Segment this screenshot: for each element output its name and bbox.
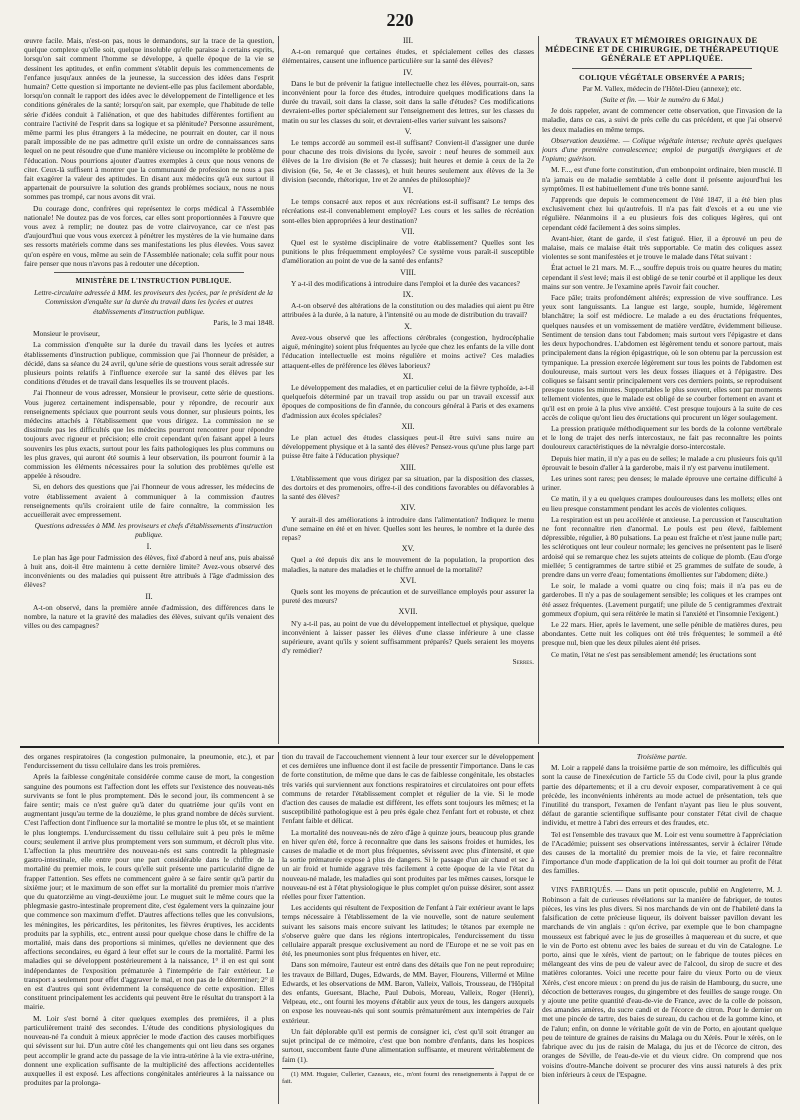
question-number: I. [146, 541, 152, 551]
section-title: TRAVAUX ET MÉMOIRES ORIGINAUX DE MÉDECINE ET DE CHIRURGIE, DE THÉRAPEUTIQUE GÉNÉRALE ET APPLIQUÉE. [545, 36, 779, 64]
body-paragraph: M. F..., est d'une forte constitution, d'un embonpoint ordinaire, bien musclé. Il n'a jamais eu de maladie semblable à celle dont il présente aujourd'hui les symptômes. Il est habituellement d'une très bonne santé. [542, 165, 782, 193]
divider [572, 68, 752, 69]
question-text: Quel est le système disciplinaire de votre établissement? Quelles sont les punitions le plus fréquemment employées? Ce système vous paraît-il susceptible d'amélioration au point de vue de la santé des enfants? [282, 238, 534, 266]
page-number: 220 [386, 10, 414, 30]
circular-heading: Lettre-circulaire adressée à MM. les proviseurs des lycées, par le président de la Commission d'enquête sur la durée du travail dans les lycées et autres établissements d'instruction publique. [34, 288, 273, 316]
question-text: Quel a été depuis dix ans le mouvement de la population, la proportion des maladies, la nature des maladies et le chiffre annuel de la mortalité? [282, 555, 534, 574]
question-text: A-t-on remarqué que certaines études, et spécialement celles des classes élémentaires, causent une influence particulière sur la santé des élèves? [282, 47, 534, 66]
divider [54, 272, 244, 273]
body-paragraph: Tel est l'ensemble des travaux que M. Loir est venu soumettre à l'appréciation de l'Académie; puissent ses observations intéressantes, servir à éclairer l'étude des causes de la mortalité du premier mois de la vie, et faire reconnaître l'importance d'un mode d'application de la loi qui doit tourner au profit de l'état des familles. [542, 829, 782, 876]
body-paragraph: Du courage donc, confrères qui représentez le corps médical à l'Assemblée nationale! Ne doutez pas de vos forces, car elles sont proportionnées à l'œuvre que vous avez à remplir; ne doutez pas de votre clairvoyance, car ce n'est pas d'aujourd'hui que vous vous exercez à pénétrer les mystères de la vie humaine dans ses ressorts matériels comme dans ses manifestations les plus élevées. Vous savez qu'on espère en vous, même au sein de l'Assemblée nationale; cela suffit pour nous faire penser que nous n'avons pas à redouter une déception. [24, 203, 274, 268]
body-paragraph: Les accidents qui résultent de l'exposition de l'enfant à l'air extérieur avant le laps temps nécessaire à l'établissement de la vie nouvelle, sont de nature seulement suivant les saisons mais encore suivant les latitudes; le tétanos par exemple ne s'observe guère que dans les régions intertropicales, l'endurcissement du tissu cellulaire apparaît presque exclusivement au nord de l'Europe et ne se voit pas en été, les pneumonies sont plus fréquentes en hiver, etc. [282, 903, 534, 959]
body-paragraph: Depuis hier matin, il n'y a pas eu de selles; le malade a cru plusieurs fois qu'il éprouvait le besoin d'aller à la garderobe, mais il n'y est parvenu inutilement. [542, 453, 782, 472]
question-text: Y a-t-il des modifications à introduire dans l'emploi et la durée des vacances? [291, 278, 520, 288]
letter-date: Paris, le 3 mai 1848. [213, 317, 274, 327]
question-number: XV. [401, 544, 415, 554]
body-paragraph: M. Loir a rappelé dans la troisième partie de son mémoire, les difficultés qui sont la cause de l'inexécution de l'article 55 du Code civil, pour la plus grande partie des départements; et il a cru devoir exposer, comparativement à ce qui précède, les inconvénients inhérents au mode actuel de présentation, tels que l'inutilité du transport, l'examen de l'enfant n'ayant pas lieu le plus souvent, défaut de garantie scientifique suffisante pour constater l'état civil de chaque individu, et mettre à l'abri des erreurs et des fraudes, etc. [542, 763, 782, 828]
ministry-heading: MINISTÈRE DE L'INSTRUCTION PUBLIQUE. [75, 278, 232, 286]
body-paragraph: Le 22 mars. Hier, après le lavement, une selle pénible de matières dures, peu abondantes. Cette nuit les coliques ont été très fréquentes; le sommeil a été presque nul, bien que les deux pilules aient été prises. [542, 619, 782, 648]
column-6 [542, 752, 782, 1104]
body-paragraph: Dans son mémoire, l'auteur est entré dans des détails que l'on ne peut reproduire; les travaux de Billard, Duges, Edwards, de MM. Bayer, Flourens, Villermé et Milne Edwards, et les observations de MM. Baron, Valleix, Vallois, Trousseau, de l'Hôpital des enfants, Guersant, Blache, Paul Dubois, Moreau, Valleix, Roger (Henri), Velpeau, etc., ont fourni les moyens d'établir aux yeux de tous, les dangers auxquels on expose les nouveau-nés qui sont soumis prématurément aux intempéries de l'air extérieur. [282, 960, 534, 1025]
question-text: Dans le but de prévenir la fatigue intellectuelle chez les élèves, pourrait-on, sans inconvénient pour la force des études, introduire quelques modifications dans la durée du travail, soit dans la classe, soit dans la salle d'études? Ces modifications devraient-elles porter spécialement sur l'enseignement des lettres, sur les classes du matin ou sur les classes du soir, et devraient-elles varier suivant les saisons? [282, 78, 534, 125]
question-number: II. [145, 591, 153, 601]
body-paragraph: J'apprends que depuis le commencement de l'été 1847, il a été bien plus exclusivement chez lui qu'autrefois. Il n'a pas fait d'excès et a eu une vie régulière. Néanmoins il a eu plusieurs fois des coliques légères, qui ont cependant cédé facilement à des soins simples. [542, 195, 782, 232]
article-author: Par M. Vallex, médecin de l'Hôtel-Dieu (annexe); etc. [582, 83, 742, 93]
question-text: Le développement des maladies, et en particulier celui de la fièvre typhoïde, a-t-il quelquefois déterminé par un travail trop assidu ou par un travail excessif aux époques de compositions de fin d'année, du concours général à Paris et des examens d'admission aux écoles spéciales? [282, 382, 534, 420]
column-rule [278, 752, 279, 1104]
question-number: X. [404, 321, 412, 331]
body-paragraph: Ce matin, il y a eu quelques crampes douloureuses dans les mollets; elles ont eu lieu presque constamment pendant les accès de violentes coliques. [542, 494, 782, 513]
body-paragraph: Les urines sont rares; peu denses; le malade éprouve une certaine difficulté à uriner. [542, 473, 782, 493]
question-number: XVI. [399, 575, 417, 585]
letter-paragraph: La commission d'enquête sur la durée du travail dans les lycées et autres établissements d'instruction publique, commission que j'ai l'honneur de présider, a décidé, dans sa séance du 24 avril, qu'une série de questions vous serait adressée sur plusieurs points relatifs à l'influence exercée sur la santé des élèves par les conditions d'études et de travail dans lesquelles ils se trouvent placés. [24, 340, 274, 387]
body-paragraph: Ce matin, l'état ne s'est pas sensiblement amendé; les éructations sont [551, 649, 757, 659]
question-text: L'établissement que vous dirigez par sa situation, par la disposition des classes, des dortoirs et des promenoirs, offre-t-il des conditions favorables ou défavorables à la santé des élèves? [282, 473, 534, 502]
body-paragraph: Face pâle; traits profondément altérés; expression de vive souffrance. Les yeux sont languissants. La langue est large, souple, humide, légèrement blanchâtre; la soif est médiocre. Le malade a eu des éructations fréquentes, quelques nausées et un vomissement de matière verdâtre, évidemment bilieuse. Sentiment de tension dans tout l'abdomen; mais surtout vers l'épigastre et dans les deux hypochondres. L'abdomen est légèrement tendu et sonore partout, mais principalement dans la région épigastrique, où le son obtenu par la percussion est tympanique. La pression exercée légèrement sur tous les points de l'abdomen est douloureuse, mais surtout vers les deux fosses iliaques et à l'épigastre. Des coliques se faisant sentir principalement vers ces derniers points, se reproduisent presque toutes les minutes. Supportables le plus souvent, elles sont par moments tellement violentes, que le malade est obligé de se courber fortement en avant et qu'il est en proie à la plus vive anxiété. C'est presque toujours à la suite de ces accès de colique qu'ont lieu des éructations qui procurent un léger soulagement. [542, 293, 782, 422]
body-paragraph: Un fait déplorable qu'il est permis de consigner ici, c'est qu'il soit étranger au sujet principal de ce mémoire, c'est que bon nombre d'enfants, dans les hospices surtout, succombent faute d'une alimentation suffisante, et meurent véritablement de faim (1). [282, 1026, 534, 1064]
body-paragraph: La pression pratiquée méthodiquement sur les bords de la colonne vertébrale et le long de trajet des nerfs intercostaux, ne fait pas reconnaître les points douloureux caractéristiques de la névralgie dorso-intercostale. [542, 423, 782, 452]
question-text: Le temps accordé au sommeil est-il suffisant? Convient-il d'assigner une durée pour chacune des trois divisions du lycée, savoir : neuf heures de sommeil aux élèves de la 1re division (8e et 7e classes); huit heures et demie à ceux de la 2e division (6e, 5e, 4e et 3e classes), et huit heures seulement aux élèves de la 3e division (seconde, rhétorique, 1re et 2e années de philosophie)? [282, 138, 534, 184]
body-paragraph: tion du travail de l'accouchement viennent à leur tour exercer sur le développement et ces dernières une influence dont il est facile de pressentir l'importance. Dans le cas de forte constitution, de même que dans le cas de faiblesse congénitale, les obstacles très variés qui surviennent aux fonctions respiratoires et circulatoires ont pour effets communs de retarder l'établissement complet et régulier de la vie. Si le mode d'action des causes de maladie est différent, les effets sont toujours les mêmes; et la susceptibilité pathologique est à peu près égale chez l'enfant fort et robuste, et chez l'enfant faible et délicat. [282, 752, 534, 826]
footnote: (1) MM. Huguier, Cullerier, Cazeaux, etc., m'ont fourni des renseignements à l'appui de ce fait. [282, 1070, 534, 1086]
question-number: IX. [402, 290, 414, 300]
wines-heading: VINS FABRIQUÉS. [551, 886, 613, 894]
question-list [282, 36, 534, 655]
question-text: Le temps consacré aux repos et aux récréations est-il suffisant? Le temps des récréations est-il convenablement employé? Les cours et les salles de récréation sont-elles bien appropriées à leur destination? [282, 197, 534, 225]
column-4 [24, 752, 274, 1104]
question-number: XIII. [400, 462, 416, 472]
question-text: Le plan actuel des études classiques peut-il être suivi sans nuire au développement physique et à la santé des élèves? Pensez-vous qu'une plus large part puisse être faite à l'éducation physique? [282, 432, 534, 461]
continuation-heading: Troisième partie. [636, 752, 688, 761]
body-paragraph: œuvre facile. Mais, n'est-on pas, nous le demandons, sur la trace de la question, quelque complexe qu'elle soit, quelque insoluble qu'elle paraisse à certains esprits, lorsqu'on sait comment l'homme se développe, à quelle époque de la vie se dessinent les aptitudes, et enfin comment s'établit depuis les commencements de l'enfance jusqu'aux années de la jeunesse, la succession des idées dans l'esprit humain? Cette question si importante ne devient-elle pas plus facilement abordable, lorsqu'on connaît le rapport des idées avec le développement de l'intelligence et les conditions générales de la santé; lorsqu'on sait, par exemple, que l'habitude de telle série d'idées conduit à l'aliénation, et que des habitudes différentes fortifient au contraire l'activité de l'esprit dans sa logique et sa plénitude? Personne assurément, même parmi les plus étrangers à la médecine, ne pourrait en douter, car il nous paraît impossible de ne pas admettre qu'il existe un ordre de connaissances sans lequel on ne peut résoudre que d'une manière vicieuse ou incomplète le problème de l'éducation. Nous pourrions ajouter d'autres exemples à ceux que nous venons de citer. Ceux-là suffisent à montrer que la communauté de profession ne nous a pas fait exagérer la valeur des aptitudes. En disant aux médecins qu'à eux surtout il appartenait de poursuivre la solution des grands problèmes sociaux, nous ne nous sommes pas trompé, car nous avons dit vrai. [24, 36, 274, 202]
question-text: Avez-vous observé que les affections cérébrales (congestion, hydrocéphalie aiguë, méningite) soient plus fréquentes au lycée que chez les enfants de la ville dont l'éducation intellectuelle est moins régulière et moins active? Ces maladies attaquent-elles de préférence les élèves laborieux? [282, 332, 534, 370]
article-title: COLIQUE VÉGÉTALE OBSERVÉE A PARIS; [579, 72, 745, 82]
question-number: VI. [402, 186, 414, 196]
question-text: Le plan has âge pour l'admission des élèves, fixé d'abord à neuf ans, puis abaissé à huit ans, doit-il être maintenu à cette dernière limite? Avez-vous observé des inconvénients ou des maladies qui puissent être attribués à l'âge d'admission des élèves? [24, 552, 274, 590]
question-number: XI. [402, 371, 414, 381]
questions-heading: Questions adressées à MM. les proviseurs et chefs d'établissements d'instruction publique. [34, 521, 273, 540]
body-paragraph: La respiration est un peu accélérée et anxieuse. La percussion et l'auscultation ne font reconnaître rien d'anormal. Le pouls est peu élevé, faiblement dépressible, régulier, à 80 pulsations. La peau est fraîche et n'est jaune nulle part; les sclérotiques ont leur couleur normale; les gencives ne présentent pas le liseré ardoisé qui se remarque chez les sujets atteints de colique de plomb. (Eau d'orge miellée; 5 centigrammes de tartre stibié et 25 grammes de sulfate de soude, à prendre dans un verre d'eau; fomentations émollientes sur l'abdomen; diète.) [542, 514, 782, 579]
section-divider [20, 746, 784, 748]
question-number: VII. [401, 226, 415, 236]
column-rule [538, 36, 539, 744]
signature: Serres. [512, 657, 534, 667]
column-3 [542, 36, 782, 744]
question-number: IV. [403, 67, 413, 77]
letter-salutation: Monsieur le proviseur, [33, 329, 100, 339]
question-number: V. [404, 126, 412, 136]
wines-text: — Dans un petit opuscule, publié en Angleterre, M. J. Robinson a fait de curieuses révélations sur la manière de fabriquer, de toutes pièces, les vins les plus divers. Si nos marchands de vin ont de l'habileté dans la falsification de cette précieuse liqueur, ils doivent baisser pavillon devant les marchands de vin anglais : qu'on écrive, par exemple que le bon champagne mousseux est fabriqué avec le jus de groseilles à maquereau et du sucre, et que le vin de Porto est obtenu avec les baies de sureau et du vin de Catalogne. Le porto, ainsi que le xérès, vient de partout; on le fabrique de toutes pièces en mélangeant des vins de peu de valeur avec de l'alcool, du sirop de sucre et des matières colorantes. Voici une recette pour faire du vieux Porto ou de vieux Xérès, c'est encore mieux : on prend du jus de raisin de Hambourg, du sucre, une décoction de betteraves rouges, du gingembre et des feuilles de sauge rouge. On y ajoute une petite quantité d'eau-de-vie de France, avec de la colle de poisson, des amandes amères, du sucre candi et de l'écorce de citron. Pour le dernier on met une pincée de tartre, des baies de sureau, du cachou et de la gomme kino, et de l'alun; enfin, on donne le véritable goût de vin de Porto, en ajoutant quelque peu de teinture de graines de raisins du Malaga ou du Xérès. Pour le xérès, on le fabrique avec du jus de raisin de Malaga, du jus et de l'écorce de citron, des oranges de Séville, de l'eau-de-vie et du vieux cidre. On comprend que nos voisins d'outre-Manche doivent se procurer des vins aussi naturels à des prix bien inférieurs à ceux de l'Espagne. [542, 884, 782, 1079]
question-text: A-t-on observé, dans la première année d'admission, des différences dans le nombre, la nature et la gravité des maladies des élèves, suivant qu'ils venaient des villes ou des campagnes? [24, 602, 274, 631]
article-body [542, 106, 782, 659]
body-paragraph: Après la faiblesse congénitale considérée comme cause de mort, la congestion sanguine des poumons est l'affection dont les effets sur l'existence des nouveau-nés survivants se font le plus promptement. Dès le second jour, ils commencent à se faire sentir; mais ce n'est guère qu'à dater du quatrième jour qu'ils vont en augmentant jusqu'au terme de la douzième, le plus grand nombre de décès survient. C'est l'affection dont l'influence sur la mortalité se montre le plus tôt, et se maintient le plus longtemps. L'endurcissement du tissu cellulaire suit à peu près le même cours; seulement il arrive plus promptement vers son summum, et décroît plus vite. L'affection la plus meurtrière des nouveau-nés est sans contredit la phlegmasie gastro-intestinale, elle entre pour une part considérable dans le chiffre de la mortalité du premier mois, le cours qu'elle suit présente une particularité digne de frapper l'attention. Ses effets ne commencent guère à se faire sentir qu'à partir du sixième jour; et le maximum de son effet sur la mortalité du premier mois n'arrive que du quatorzième au vingt-deuxième jour. Le muguet suit le même cours que la phlegmasie gastro-intestinale proprement dite, c'est également vers la quinzaine jour que commence son maximum d'effet. D'autres affections telles que les convulsions, les méningites, les péricardites, les péritonites, les fièvres éruptives, les accidents produits par la syphilis, etc., entrent aussi pour quelque chose dans le chiffre de la mortalité, mais dans des proportions si minimes, qu'elles ne deviennent que des affections secondaires, eu égard à leur effet sur le cours de la mortalité. Parmi les maladies qui se développent postérieurement à la naissance, 1° il en est qui sont indépendantes de l'exposition prématurée à l'intempérie de l'air extérieur. Le transport a seulement pour effet d'aggraver le mal, et non pas de le déterminer; 2° il en est d'autres qui sont évidemment la conséquence de cette exposition. Elles constituent principalement les accidents qui peuvent être le résultat du transport à la mairie. [24, 772, 274, 1012]
question-text: Y aurait-il des améliorations à introduire dans l'alimentation? Indiquez le menu d'une semaine en été et en hiver. Quelles sont les heures, le nombre et la durée des repas? [282, 514, 534, 542]
column-2 [282, 36, 534, 744]
question-text: A-t-on observé des altérations de la constitution ou des maladies qui aient pu être attribuées à la durée, à la nature, à l'intensité ou au mode de distribution du travail? [282, 301, 534, 320]
body-paragraph: Avant-hier, étant de garde, il s'est fatigué. Hier, il a éprouvé un peu de malaise, mais ce malaise était très supportable. Ce matin des coliques assez violentes se sont manifestées et je trouve le malade dans l'état suivant : [542, 233, 782, 262]
question-number: VIII. [400, 267, 416, 277]
body-paragraph: Le soir, le malade a vomi quatre ou cinq fois; mais il n'a pas eu de garderobes. Il n'y a pas de soulagement sensible; les coliques et les crampes ont été assez fréquentes. (Lavement purgatif; une pilule de 5 centigrammes d'extrait gommeux d'opium, qui sera réitérée le matin si l'anxiété et l'insomnie l'exigent.) [542, 581, 782, 618]
body-paragraph: Je dois rappeler, avant de commencer cette observation, que l'invasion de la maladie, dans ce cas, a suivi de près celle du cas précédent, et que j'ai observé les deux maladies en même temps. [542, 106, 782, 134]
article-note: (Suite et fin. — Voir le numéro du 6 Mai.) [600, 95, 724, 105]
question-number: XIV. [400, 503, 416, 513]
observation-heading: Observation deuxième. — Colique végétale intense; rechute après quelques jours d'une première convalescence; emploi de purgatifs énergiques et de l'opium; guérison. [542, 135, 782, 164]
question-number: XVII. [398, 607, 418, 617]
body-paragraph: La mortalité des nouveau-nés de zéro d'âge à quinze jours, beaucoup plus grande en hiver qu'en été, force à reconnaître que dans les saisons froides et humides, les causes de maladie et de mort plus fréquentes, sévissent avec plus d'intensité, et que la sortie prématurée expose à plus de dangers. Si le passage d'un air chaud et sec à un air froid et humide aggrave très facilement à cette époque de la vie l'état du nouveau-né malade, les maladies qui sont produites par les mêmes causes, lorsque le nouveau-né est à l'état physiologique le plus complet qu'on puisse désirer, sont assez réelles pour fixer l'attention. [282, 827, 534, 902]
question-text: N'y a-t-il pas, au point de vue du développement intellectuel et physique, quelque inconvénient à laisser passer les élèves d'une classe inférieure à une classe supérieure, avant qu'ils y soient suffisamment préparés? Quels seraient les moyens d'y remédier? [282, 618, 534, 656]
body-paragraph: État actuel le 21 mars. M. F..., souffre depuis trois ou quatre heures du matin; cependant il s'est levé; mais il est obligé de se tenir courbé et il applique les deux mains sur son ventre. Je l'examine après l'avoir fait coucher. [542, 263, 782, 291]
letter-paragraph: J'ai l'honneur de vous adresser, Monsieur le proviseur, cette série de questions. Vous jugerez certainement indispensable, pour y répondre, de recourir aux renseignements spéciaux que pourront seuls vous donner, sur plusieurs points, les médecins attachés à l'établissement que vous dirigez. La commission ne se dissimule pas les difficultés que les médecins pourront rencontrer pour répondre toujours avec rigueur et précision; elle croit cependant qu'en faisant appel à leurs souvenirs les plus exacts, surtout pour les faits pathologiques les plus communs ou les plus graves, qui auront été soumis à leur observation, ils pourront fournir à la commission les éléments nécessaires pour la solution des problèmes qu'elle est appelée à résoudre. [24, 388, 274, 481]
divider [572, 880, 752, 881]
column-rule [538, 752, 539, 1104]
column-rule [278, 36, 279, 744]
question-text: Quels sont les moyens de précaution et de surveillance employés pour assurer la pureté des mœurs? [282, 586, 534, 606]
question-number: III. [403, 36, 413, 45]
question-number: XII. [401, 421, 415, 431]
wines-article [542, 885, 782, 1079]
column-5 [282, 752, 534, 1104]
column-1 [24, 36, 274, 744]
body-paragraph: des organes respiratoires (la congestion pulmonaire, la pneumonie, etc.), et par l'endurcissement du tissu cellulaire dans les trois premières. [24, 752, 274, 771]
letter-paragraph: Si, en dehors des questions que j'ai l'honneur de vous adresser, les médecins de votre établissement avaient à communiquer à la commission d'autres renseignements qu'ils croiraient utile de faire connaître, la commission les accueillerait avec empressement. [24, 482, 274, 519]
body-paragraph: M. Loir s'est borné à citer quelques exemples des premières, il a plus particulièrement traité des secondes. L'étude des conditions physiologiques du nouveau-né l'a conduit à mieux apprécier le mode d'action des causes morbifiques qui sévissent sur lui. D'un autre côté les changements qui ont lieu dans ses organes peut accomplir le grand acte du passage de la vie intra-utérine à la vie extra-utérine, donnent une explication suffisante de la multiplicité des affections accidentelles auxquelles il est exposé. Les affections congénitales antérieures à la naissance ou produites par la prolonga- [24, 1013, 274, 1088]
footnote-rule [282, 1068, 494, 1069]
